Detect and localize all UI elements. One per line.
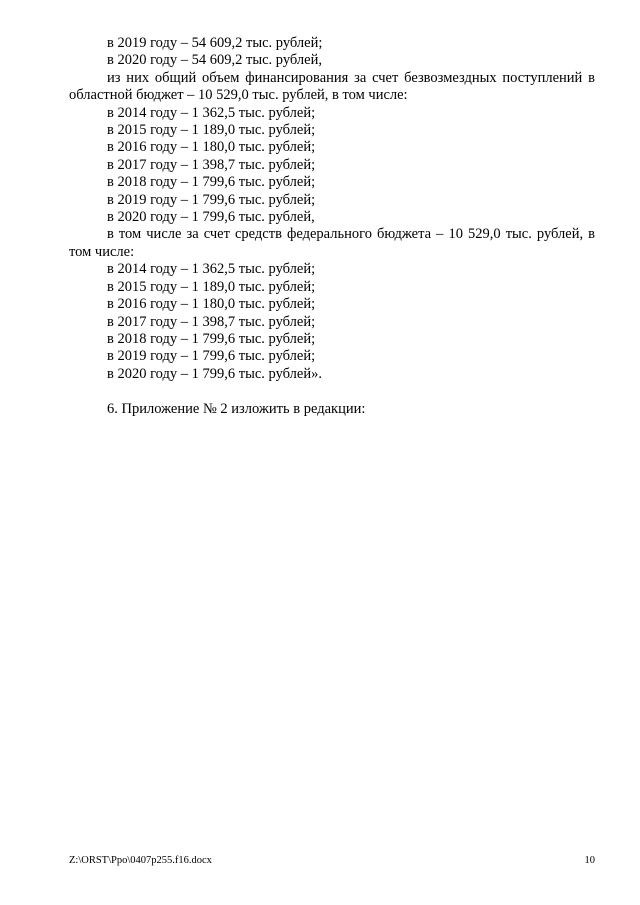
federal-line-2015: в 2015 году – 1 189,0 тыс. рублей; (107, 278, 316, 295)
regional-line-2017: в 2017 году – 1 398,7 тыс. рублей; (107, 156, 316, 173)
document-body (69, 35, 595, 418)
federal-line-2018: в 2018 году – 1 799,6 тыс. рублей; (107, 330, 316, 347)
federal-line-2017: в 2017 году – 1 398,7 тыс. рублей; (107, 313, 316, 330)
federal-line-2014: в 2014 году – 1 362,5 тыс. рублей; (107, 261, 316, 278)
regional-funding-paragraph: из них общий объем финансирования за счет безвозмездных поступлений в областной бюджет – 10 529,0 тыс. рублей, в том числе: (69, 69, 595, 104)
regional-line-2018: в 2018 году – 1 799,6 тыс. рублей; (107, 174, 316, 191)
federal-line-2019: в 2019 году – 1 799,6 тыс. рублей; (107, 348, 316, 365)
footer-file-path: Z:\ORST\Ppo\0407p255.f16.docx (69, 855, 212, 866)
funding-line-2019: в 2019 году – 54 609,2 тыс. рублей; (107, 35, 323, 51)
regional-line-2020: в 2020 году – 1 799,6 тыс. рублей, (107, 209, 315, 226)
federal-funding-paragraph: в том числе за счет средств федерального бюджета – 10 529,0 тыс. рублей, в том числе: (69, 226, 595, 260)
federal-line-2016: в 2016 году – 1 180,0 тыс. рублей; (107, 296, 316, 313)
regional-line-2015: в 2015 году – 1 189,0 тыс. рублей; (107, 122, 316, 139)
funding-line-2020: в 2020 году – 54 609,2 тыс. рублей, (107, 52, 322, 69)
regional-line-2016: в 2016 году – 1 180,0 тыс. рублей; (107, 139, 316, 156)
federal-line-2020: в 2020 году – 1 799,6 тыс. рублей». (107, 365, 322, 382)
footer-page-number: 10 (584, 855, 595, 866)
paragraph-spacer (69, 383, 595, 400)
item-6-heading: 6. Приложение № 2 изложить в редакции: (107, 400, 366, 417)
regional-line-2019: в 2019 году – 1 799,6 тыс. рублей; (107, 191, 316, 208)
regional-line-2014: в 2014 году – 1 362,5 тыс. рублей; (107, 104, 316, 121)
